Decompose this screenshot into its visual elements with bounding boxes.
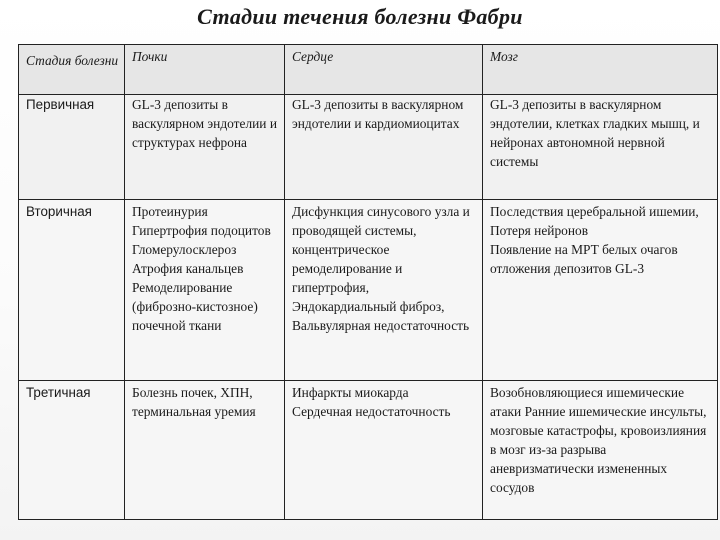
heart-cell: Инфаркты миокарда Сердечная недостаточность <box>285 381 483 520</box>
heart-cell: GL-3 депозиты в васкулярном эндотелии и кардиомиоцитах <box>285 95 483 200</box>
kidneys-cell: Болезнь почек, ХПН, терминальная уремия <box>125 381 285 520</box>
kidneys-cell: Протеинурия Гипертрофия подоцитов Гломерулосклероз Атрофия канальцев Ремоделирование (фиброзно-кистозное) почечной ткани <box>125 200 285 381</box>
stage-cell: Вторичная <box>19 200 125 381</box>
header-brain: Мозг <box>483 45 718 95</box>
header-stage: Стадия болезни <box>19 45 125 95</box>
header-kidneys: Почки <box>125 45 285 95</box>
stage-cell: Первичная <box>19 95 125 200</box>
brain-cell: Последствия церебральной ишемии, Потеря нейронов Появление на МРТ белых очагов отложения депозитов GL-3 <box>483 200 718 381</box>
slide-title: Стадии течения болезни Фабри <box>197 4 523 29</box>
header-heart: Сердце <box>285 45 483 95</box>
stage-cell: Третичная <box>19 381 125 520</box>
kidneys-cell: GL-3 депозиты в васкулярном эндотелии и структурах нефрона <box>125 95 285 200</box>
brain-cell: GL-3 депозиты в васкулярном эндотелии, клетках гладких мышц, и нейронах автономной нервной системы <box>483 95 718 200</box>
table-row <box>19 200 718 381</box>
brain-cell: Возобновляющиеся ишемические атаки Ранние ишемические инсульты, мозговые катастрофы, кровоизлияния в мозг из-за разрыва аневризматически измененных сосудов <box>483 381 718 520</box>
fabry-stages-table <box>18 44 718 520</box>
heart-cell: Дисфункция синусового узла и проводящей системы, концентрическое ремоделирование и гипертрофия, Эндокардиальный фиброз, Вальвулярная недостаточность <box>285 200 483 381</box>
table-row <box>19 381 718 520</box>
table-row <box>19 95 718 200</box>
table-header-row <box>19 45 718 95</box>
